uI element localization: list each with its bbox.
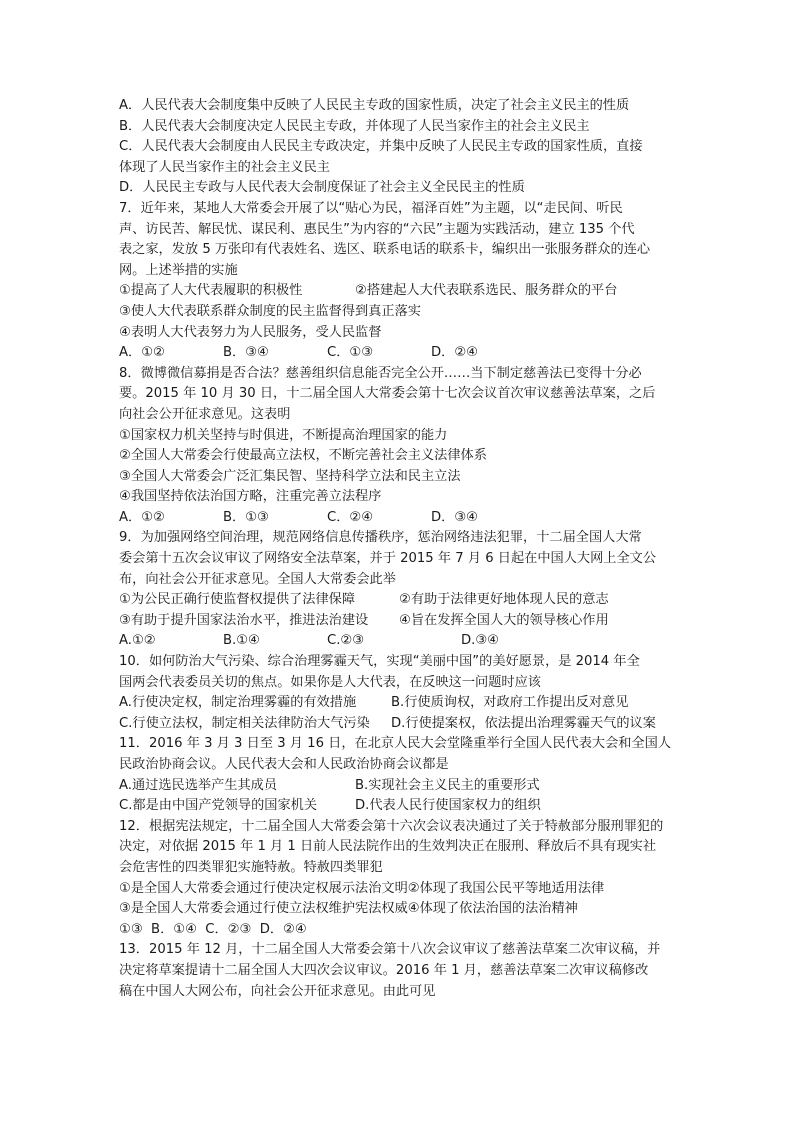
- q9-statements-row1: [119, 590, 679, 611]
- q8-statement-1: ①国家权力机关坚持与时俱进，不断提高治理国家的能力: [119, 427, 448, 443]
- q12-statements-3-4: ③是全国人大常委会通过行使立法权维护宪法权威④体现了依法治国的法治精神: [119, 901, 578, 917]
- q9-option-a: A.①②: [119, 633, 156, 649]
- q11-option-a: A.通过选民选举产生其成员: [119, 777, 278, 793]
- q8-option-d: D．③④: [431, 509, 478, 525]
- exam-content: [119, 96, 679, 1002]
- q13-stem-line2: 决定将草案提请十二届全国人大四次会议审议。2016 年 1 月，慈善法草案二次审议稿修改: [119, 962, 649, 978]
- q7-option-c: C．①③: [327, 345, 374, 361]
- q10-options-row2: [119, 714, 679, 735]
- q9-option-c: C.②③: [327, 633, 365, 649]
- q8-options: [119, 508, 679, 529]
- q12-options: ①③ B．①④ C．②③ D．②④: [119, 921, 307, 937]
- q7-statement-4: ④表明人大代表努力为人民服务，受人民监督: [119, 324, 382, 340]
- q10-option-b: B.行使质询权，对政府工作提出反对意见: [391, 695, 629, 711]
- q8-statement-3: ③全国人大常委会广泛汇集民智、坚持科学立法和民主立法: [119, 468, 461, 484]
- q9-statement-4: ④旨在发挥全国人大的领导核心作用: [399, 612, 609, 628]
- q12-stem-line1: 12．根据宪法规定，十二届全国人大常委会第十六次会议表决通过了关于特赦部分服刑罪犯的: [119, 818, 664, 834]
- q7-statement-1: ①提高了人大代表履职的积极性: [119, 283, 303, 299]
- q12-stem-line2: 决定，对依据 2015 年 1 月 1 日前人民法院作出的生效判决正在服刑、释放后不具有现实社: [119, 839, 657, 855]
- q7-statement-2: ②搭建起人大代表联系选民、服务群众的平台: [355, 283, 618, 299]
- q11-option-b: B.实现社会主义民主的重要形式: [355, 777, 540, 793]
- q9-statement-3: ③有助于提升国家法治水平，推进法治建设: [119, 612, 369, 628]
- q8-statement-4: ④我国坚持依法治国方略，注重完善立法程序: [119, 489, 382, 505]
- q6-option-d: D．人民民主专政与人民代表大会制度保证了社会主义全民民主的性质: [119, 180, 525, 196]
- q9-stem-line2: 委会第十五次会议审议了网络安全法草案，并于 2015 年 7 月 6 日起在中国人大网上全文公: [119, 551, 657, 567]
- q8-stem-line1: 8．微博微信募捐是否合法？慈善组织信息能否完全公开……当下制定慈善法已变得十分必: [119, 365, 642, 381]
- q8-stem-line2: 要。2015 年 10 月 30 日，十二届全国人大常委会第十七次会议首次审议慈善法草案，之后: [119, 386, 656, 402]
- q13-stem-line1: 13．2015 年 12 月，十二届全国人大常委会第十八次会议审议了慈善法草案二次审议稿，并: [119, 942, 661, 958]
- q7-option-d: D．②④: [431, 345, 478, 361]
- q11-options-row2: [119, 796, 679, 817]
- q11-stem-line2: 民政治协商会议。人民代表大会和人民政治协商会议都是: [119, 757, 449, 772]
- q7-stem-line1: 7．近年来，某地人大常委会开展了以“贴心为民，福泽百姓”为主题，以“走民间、听民: [119, 200, 623, 216]
- q9-statement-1: ①为公民正确行使监督权提供了法律保障: [119, 592, 356, 608]
- q10-options-row1: [119, 693, 679, 714]
- q10-stem-line2: 国两会代表委员关切的焦点。如果你是人大代表，在反映这一问题时应该: [119, 674, 541, 690]
- q8-statement-2: ②全国人大常委会行使最高立法权，不断完善社会主义法律体系: [119, 448, 487, 464]
- q9-statement-2: ②有助于法律更好地体现人民的意志: [399, 592, 609, 608]
- q10-stem-line1: 10．如何防治大气污染、综合治理雾霾天气，实现“美丽中国”的美好愿景，是 2014 年全: [119, 654, 640, 670]
- q9-option-b: B.①④: [223, 633, 260, 649]
- q6-option-c-line1: C．人民代表大会制度由人民民主专政决定，并集中反映了人民民主专政的国家性质，直接: [119, 139, 643, 155]
- q11-options-row1: [119, 776, 679, 797]
- q7-statements-row1: [119, 281, 679, 302]
- q11-option-d: D.代表人民行使国家权力的组织: [355, 798, 541, 814]
- q6-option-c-line2: 体现了人民当家作主的社会主义民主: [119, 159, 330, 175]
- q10-option-c: C.行使立法权，制定相关法律防治大气污染: [119, 715, 370, 731]
- q13-stem-line3: 稿在中国人大网公布，向社会公开征求意见。由此可见: [119, 983, 436, 999]
- q9-option-d: D.③④: [461, 633, 499, 649]
- q6-option-b: B．人民代表大会制度决定人民民主专政，并体现了人民当家作主的社会主义民主: [119, 118, 590, 134]
- q10-option-a: A.行使决定权，制定治理雾霾的有效措施: [119, 695, 357, 711]
- q9-statements-row2: [119, 611, 679, 632]
- q12-statements-1-2: ①是全国人大常委会通过行使决定权展示法治文明②体现了我国公民平等地适用法律: [119, 880, 605, 896]
- q7-options: [119, 343, 679, 364]
- q7-statement-3: ③使人大代表联系群众制度的民主监督得到真正落实: [119, 303, 421, 319]
- q7-stem-line4: 网。上述举措的实施: [119, 262, 238, 278]
- q8-option-a: A．①②: [119, 509, 165, 525]
- q7-stem-line2: 声、访民苦、解民忧、谋民利、惠民生”为内容的“六民”主题为实践活动，建立 135 个代: [119, 221, 635, 237]
- q7-option-b: B．③④: [223, 345, 269, 361]
- q8-stem-line3: 向社会公开征求意见。这表明: [119, 406, 291, 422]
- q9-options: [119, 631, 679, 652]
- q8-option-b: B．①③: [223, 509, 269, 525]
- q10-option-d: D.行使提案权，依法提出治理雾霾天气的议案: [391, 715, 656, 731]
- q7-option-a: A．①②: [119, 345, 165, 361]
- q11-stem-line1: 11．2016 年 3 月 3 日至 3 月 16 日，在北京人民大会堂隆重举行全国人民代表大会和全国人: [119, 736, 672, 752]
- q12-stem-line3: 会危害性的四类罪犯实施特赦。特赦四类罪犯: [119, 859, 383, 875]
- q11-option-c: C.都是由中国产党领导的国家机关: [119, 798, 318, 814]
- q6-option-a: A．人民代表大会制度集中反映了人民民主专政的国家性质，决定了社会主义民主的性质: [119, 98, 630, 113]
- q8-option-c: C．②④: [327, 509, 374, 525]
- q9-stem-line1: 9．为加强网络空间治理，规范网络信息传播秩序，惩治网络违法犯罪，十二届全国人大常: [119, 530, 642, 546]
- q7-stem-line3: 表之家，发放 5 万张印有代表姓名、选区、联系电话的联系卡，编织出一张服务群众的连心: [119, 242, 651, 258]
- q9-stem-line3: 布，向社会公开征求意见。全国人大常委会此举: [119, 571, 396, 587]
